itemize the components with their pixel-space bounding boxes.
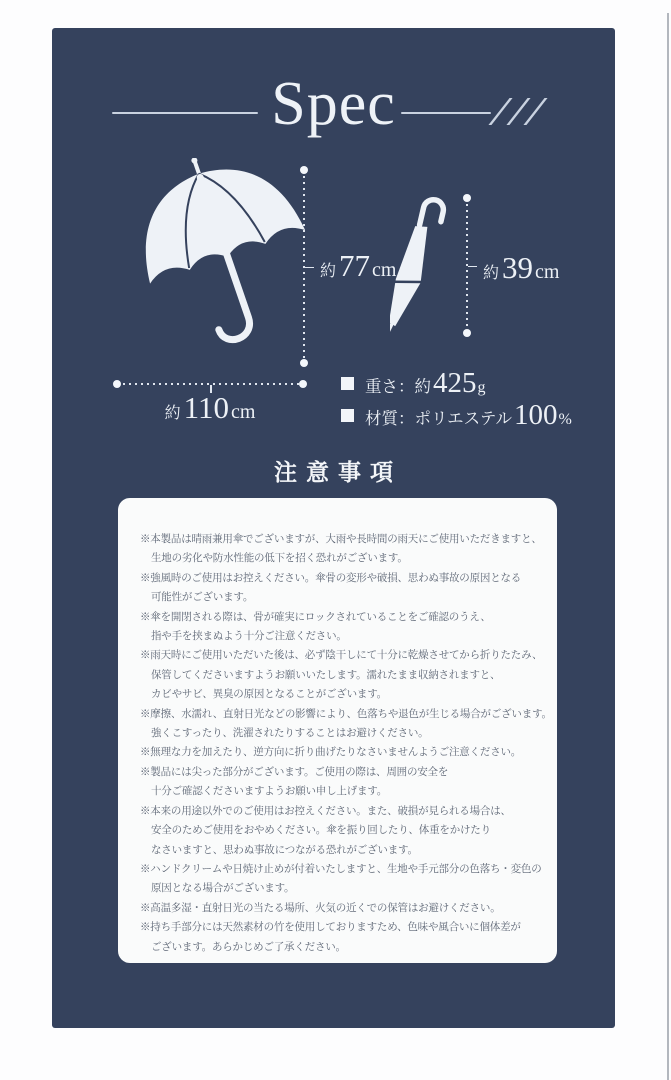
open-umbrella-icon [97,158,312,373]
notice-line: ※摩擦、水濡れ、直射日光などの影響により、色落ちや退色が生じる場合がございます。 [140,707,552,720]
open-length-dimension-line [303,170,305,363]
notice-line: ※ハンドクリームや日焼け止めが付着いたしますと、生地や手元部分の色落ち・変色の [140,862,542,875]
folded-length-dimension-line [466,198,468,333]
notice-line: ※本製品は晴雨兼用傘でございますが、大雨や長時間の雨天にご使用いただきますと、 [140,533,542,545]
material-value: 100 [514,399,558,431]
folded-length-label [483,252,559,284]
notice-line: 指や手を挟まぬよう十分ご注意ください。 [151,630,347,643]
folded-length-unit: cm [535,261,560,283]
notice-line: ※持ち手部分には天然素材の竹を使用しておりますため、色味や風合いに個体差が [140,921,521,934]
notice-line: ※強風時のご使用はお控えください。傘骨の変形や破損、思わぬ事故の原因となる [140,571,522,584]
notice-line: ※製品には尖った部分がございます。ご使用の際は、周囲の安全を [140,765,449,778]
notice-line: ※無理な力を加えたり、逆方向に折り曲げたりなさいませんようご注意ください。 [140,746,522,759]
notice-line: 可能性がございます。 [151,591,254,604]
material-label: 材質：ポリエステル [365,410,513,428]
photo-edge-line [667,13,669,1080]
notice-line: ※傘を開閉される際は、骨が確実にロックされていることをご確認のうえ、 [140,610,491,623]
page-title: Spec [271,70,396,138]
notice-line: 原因となる場合がございます。 [151,882,295,895]
notice-line: ※高温多湿・直射日光の当たる場所、火気の近くでの保管はお避けください。 [140,901,501,914]
open-width-label [117,392,303,424]
weight-label: 重さ：約 [365,378,431,396]
notice-title: 注意事項 [274,459,402,485]
square-bullet-icon [341,409,354,422]
notice-line: ※本来の用途以外でのご使用はお控えください。また、破損が見られる場合は、 [140,804,511,817]
notice-line: 生地の劣化や防水性能の低下を招く恐れがございます。 [151,552,408,565]
spec-panel [52,28,615,1028]
header-slashes-ornament [499,98,537,125]
material-unit: % [558,411,572,428]
notice-line: 安全のためご使用をおやめください。傘を振り回したり、体重をかけたり [151,824,491,837]
square-bullet-icon [341,377,354,390]
weight-unit: g [477,379,486,396]
header-rule-right [401,112,491,114]
open-width-value: 110 [183,390,229,425]
open-width-unit: cm [230,401,256,423]
notice-line: 保管してくださいますようお願いいたします。濡れたまま収納されますと、 [151,668,501,681]
notice-line: 強くこすったり、洗濯されたりすることはお避けください。 [151,727,429,740]
dimension-tick [305,267,314,269]
dimension-tick [468,266,477,268]
open-length-value: 77 [339,248,371,283]
open-width-dimension-line [117,383,303,385]
open-length-label [320,250,396,282]
approx-prefix: 約 [483,265,500,282]
notice-line: なさいますと、思わぬ事故につながる恐れがございます。 [151,843,418,856]
material-row [341,401,572,430]
approx-prefix: 約 [320,263,337,280]
notice-line: 十分ご確認くださいますようお願い申し上げます。 [151,785,388,798]
approx-prefix: 約 [164,405,181,422]
weight-value: 425 [433,367,477,399]
notice-line: カビやサビ、異臭の原因となることがございます。 [151,688,387,701]
notice-line: ございます。あらかじめご了承ください。 [151,940,346,953]
notice-box [118,498,557,963]
open-length-unit: cm [372,259,397,281]
folded-length-value: 39 [502,250,534,285]
weight-row [341,369,486,398]
notice-line: ※雨天時にご使用いただいた後は、必ず陰干しにて十分に乾燥させてから折りたたみ、 [140,649,543,662]
